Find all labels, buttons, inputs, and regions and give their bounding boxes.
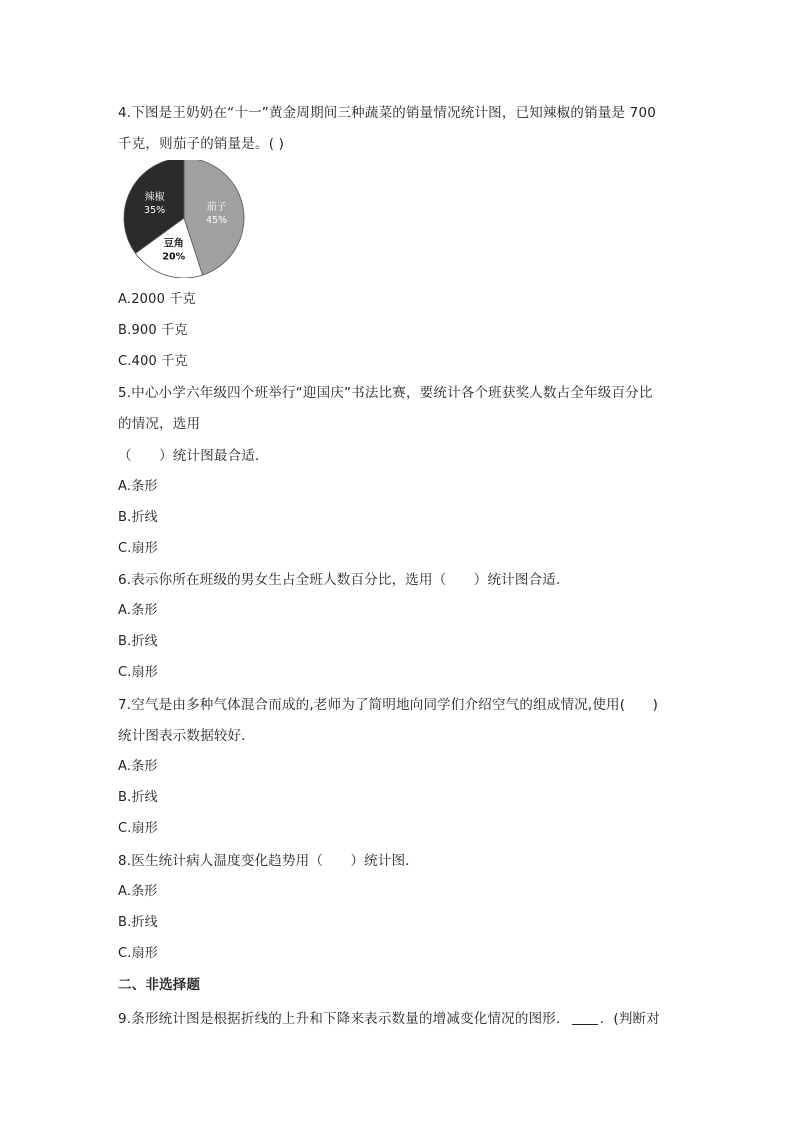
- q6-option-c[interactable]: C.扇形: [118, 665, 159, 680]
- q5-option-a[interactable]: A.条形: [118, 479, 158, 494]
- section-heading: 二、非选择题: [118, 977, 201, 993]
- q7-option-c[interactable]: C.扇形: [118, 821, 159, 836]
- q4-stem-line1: 4.下图是王奶奶在“十一”黄金周期间三种蔬菜的销量情况统计图，已知辣椒的销量是 700: [118, 105, 657, 121]
- q7-option-b[interactable]: B.折线: [118, 790, 158, 805]
- pie-label-2: 辣椒: [144, 192, 165, 204]
- q4-option-a[interactable]: A.2000 千克: [118, 292, 196, 307]
- q6-stem: 6.表示你所在班级的男女生占全班人数百分比，选用（ ）统计图合适．: [118, 572, 570, 588]
- q5-option-c[interactable]: C.扇形: [118, 541, 159, 556]
- pie-value-label-0: 45%: [206, 214, 228, 226]
- q8-stem: 8.医生统计病人温度变化趋势用（ ）统计图．: [118, 853, 419, 869]
- q5-stem-line2: 的情况，选用: [118, 416, 201, 432]
- q7-stem-line2: 统计图表示数据较好．: [118, 728, 255, 744]
- q5-option-b[interactable]: B.折线: [118, 510, 158, 525]
- q4-stem-line2: 千克，则茄子的销量是。( ): [118, 136, 285, 152]
- q4-option-c[interactable]: C.400 千克: [118, 354, 188, 369]
- q6-option-b[interactable]: B.折线: [118, 634, 158, 649]
- q8-option-a[interactable]: A.条形: [118, 884, 158, 899]
- pie-label-1: 豆角: [163, 238, 184, 250]
- q4-option-b[interactable]: B.900 千克: [118, 323, 188, 338]
- q9-text-after: ．(判断对: [599, 1011, 660, 1027]
- q8-option-c[interactable]: C.扇形: [118, 946, 159, 961]
- q8-option-b[interactable]: B.折线: [118, 915, 158, 930]
- q9-text-before: 9.条形统计图是根据折线的上升和下降来表示数量的增减变化情况的图形．: [118, 1011, 570, 1027]
- q6-option-a[interactable]: A.条形: [118, 603, 158, 618]
- q5-stem-line3: （ ）统计图最合适．: [118, 448, 269, 464]
- pie-label-0: 茄子: [206, 201, 227, 213]
- vegetable-sales-pie-chart: [118, 160, 248, 278]
- pie-value-label-1: 20%: [162, 251, 186, 263]
- q9-stem: [118, 1010, 660, 1028]
- q5-stem-line1: 5.中心小学六年级四个班举行“迎国庆”书法比赛，要统计各个班获奖人数占全年级百分比: [118, 385, 653, 401]
- q7-stem-line1: 7.空气是由多种气体混合而成的,老师为了简明地向同学们介绍空气的组成情况,使用( ): [118, 697, 659, 713]
- pie-value-label-2: 35%: [144, 205, 166, 217]
- q9-answer-blank[interactable]: [572, 1024, 598, 1025]
- q7-option-a[interactable]: A.条形: [118, 759, 158, 774]
